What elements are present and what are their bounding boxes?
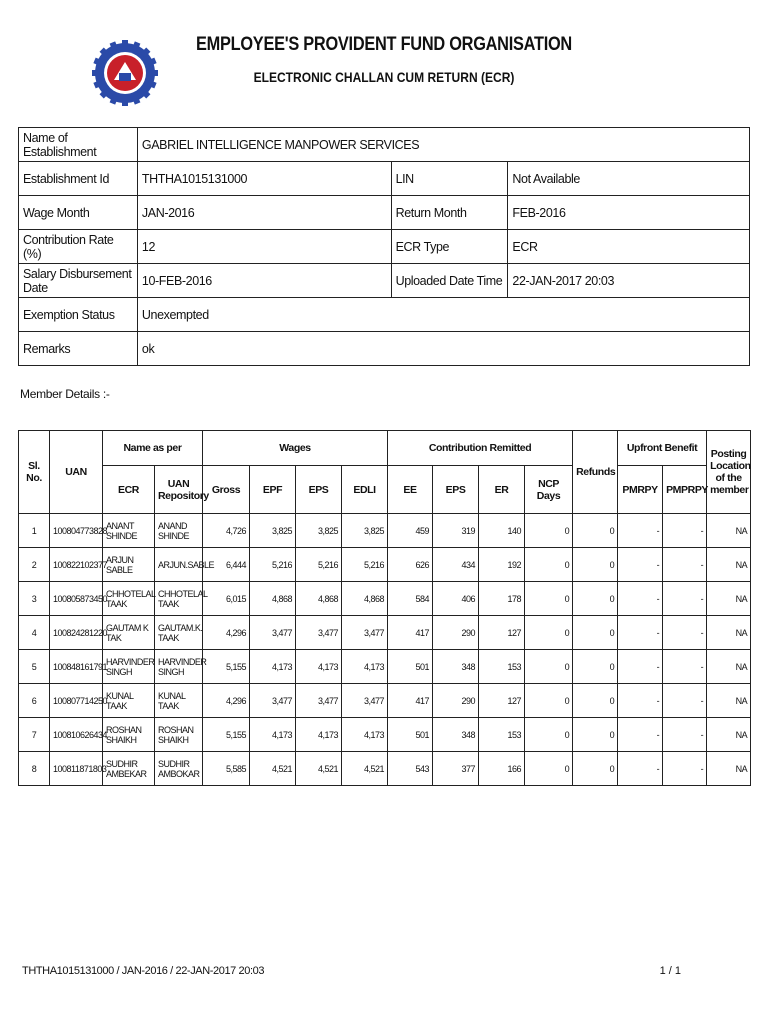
member-refunds: 0 [573,684,618,718]
member-epf: 3,825 [250,514,296,548]
member-name-repository: SUDHIR AMBOKAR [155,752,203,786]
member-eps: 4,173 [296,650,342,684]
table-row [19,582,751,616]
member-uan: 100804773828 [50,514,103,548]
member-name-ecr: HARVINDER SINGH [103,650,155,684]
member-name-repository: HARVINDER SINGH [155,650,203,684]
member-eps: 4,868 [296,582,342,616]
member-gross: 6,015 [203,582,250,616]
member-refunds: 0 [573,616,618,650]
col-ee: EE [388,466,433,514]
contribution-rate-row [19,230,750,264]
label-cell: Exemption Status [19,298,138,332]
member-er: 153 [479,650,525,684]
member-pmrpy: - [618,718,663,752]
label-cell: Name of Establishment [19,128,138,162]
member-eps-contribution: 290 [433,684,479,718]
member-posting: NA [707,582,751,616]
label-cell: ECR Type [391,230,508,264]
member-epf: 3,477 [250,616,296,650]
member-posting: NA [707,684,751,718]
member-er: 192 [479,548,525,582]
col-posting: Posting Location of the member [707,431,751,514]
member-pmrpy: - [618,514,663,548]
member-name-repository: KUNAL TAAK [155,684,203,718]
member-refunds: 0 [573,582,618,616]
member-gross: 4,726 [203,514,250,548]
member-refunds: 0 [573,650,618,684]
member-er: 178 [479,582,525,616]
member-table-body [19,514,751,786]
member-eps-contribution: 290 [433,616,479,650]
member-name-ecr: SUDHIR AMBEKAR [103,752,155,786]
ecr-type: ECR [508,230,750,264]
member-name-ecr: ROSHAN SHAIKH [103,718,155,752]
member-pmrpy: - [618,582,663,616]
member-gross: 4,296 [203,616,250,650]
member-pmprpy: - [663,650,707,684]
member-edli: 3,825 [342,514,388,548]
member-pmrpy: - [618,616,663,650]
member-gross: 4,296 [203,684,250,718]
member-header-row-2 [19,466,751,514]
uploaded-datetime: 22-JAN-2017 20:03 [508,264,750,298]
member-eps-contribution: 377 [433,752,479,786]
member-eps-contribution: 348 [433,650,479,684]
member-er: 140 [479,514,525,548]
member-eps: 3,477 [296,684,342,718]
member-sl-no: 7 [19,718,50,752]
member-uan: 100811871803 [50,752,103,786]
label-cell: LIN [391,162,508,196]
member-ncp-days: 0 [525,718,573,752]
page-subtitle: ELECTRONIC CHALLAN CUM RETURN (ECR) [253,69,515,85]
member-uan: 100805873450 [50,582,103,616]
remarks-row [19,332,750,366]
member-eps-contribution: 406 [433,582,479,616]
member-pmprpy: - [663,514,707,548]
salary-date-row [19,264,750,298]
member-er: 166 [479,752,525,786]
label-cell: Contribution Rate (%) [19,230,138,264]
member-uan: 100810626434 [50,718,103,752]
member-pmrpy: - [618,650,663,684]
col-pmrpy: PMRPY [618,466,663,514]
table-row [19,548,751,582]
col-sl-no: Sl. No. [19,431,50,514]
member-pmprpy: - [663,548,707,582]
member-posting: NA [707,548,751,582]
table-row [19,650,751,684]
member-eps: 4,173 [296,718,342,752]
member-sl-no: 5 [19,650,50,684]
col-eps: EPS [296,466,342,514]
member-pmprpy: - [663,718,707,752]
member-sl-no: 4 [19,616,50,650]
member-ee: 543 [388,752,433,786]
member-pmrpy: - [618,684,663,718]
member-eps-contribution: 348 [433,718,479,752]
member-uan: 100824281220 [50,616,103,650]
member-name-repository: ROSHAN SHAIKH [155,718,203,752]
label-cell: Wage Month [19,196,138,230]
lin-value: Not Available [508,162,750,196]
member-refunds: 0 [573,514,618,548]
member-gross: 5,155 [203,718,250,752]
member-eps-contribution: 434 [433,548,479,582]
member-ee: 626 [388,548,433,582]
member-ncp-days: 0 [525,514,573,548]
establishment-name-row [19,128,750,162]
col-ncp-days: NCP Days [525,466,573,514]
member-ee: 501 [388,650,433,684]
member-table [18,430,751,786]
member-er: 153 [479,718,525,752]
label-cell: Establishment Id [19,162,138,196]
establishment-name: GABRIEL INTELLIGENCE MANPOWER SERVICES [137,128,749,162]
member-gross: 6,444 [203,548,250,582]
member-refunds: 0 [573,718,618,752]
col-gross: Gross [203,466,250,514]
member-name-repository: ANAND SHINDE [155,514,203,548]
member-name-ecr: KUNAL TAAK [103,684,155,718]
member-name-ecr: GAUTAM K TAK [103,616,155,650]
table-row [19,718,751,752]
col-refunds: Refunds [573,431,618,514]
member-er: 127 [479,616,525,650]
member-posting: NA [707,752,751,786]
member-eps: 3,477 [296,616,342,650]
member-pmprpy: - [663,582,707,616]
member-name-repository: CHHOTELAL TAAK [155,582,203,616]
member-ee: 459 [388,514,433,548]
member-gross: 5,585 [203,752,250,786]
member-posting: NA [707,650,751,684]
member-gross: 5,155 [203,650,250,684]
member-refunds: 0 [573,548,618,582]
member-eps: 4,521 [296,752,342,786]
member-details-label: Member Details :- [20,387,110,401]
member-pmprpy: - [663,616,707,650]
member-name-repository: GAUTAM.K. TAAK [155,616,203,650]
member-uan: 100822102377 [50,548,103,582]
exemption-status: Unexempted [137,298,749,332]
wage-month: JAN-2016 [137,196,391,230]
establishment-id: THTHA1015131000 [137,162,391,196]
page-number: 1 / 1 [659,965,681,977]
member-ee: 417 [388,616,433,650]
col-eps-contribution: EPS [433,466,479,514]
member-epf: 4,173 [250,718,296,752]
wage-month-row [19,196,750,230]
exemption-row [19,298,750,332]
establishment-id-row [19,162,750,196]
member-uan: 100848161791 [50,650,103,684]
member-pmprpy: - [663,684,707,718]
member-sl-no: 8 [19,752,50,786]
table-row [19,616,751,650]
member-pmrpy: - [618,752,663,786]
member-ncp-days: 0 [525,752,573,786]
member-posting: NA [707,616,751,650]
member-refunds: 0 [573,752,618,786]
member-edli: 3,477 [342,616,388,650]
col-wages: Wages [203,431,388,466]
member-ncp-days: 0 [525,616,573,650]
member-name-ecr: ANANT SHINDE [103,514,155,548]
member-sl-no: 2 [19,548,50,582]
member-name-repository: ARJUN.SABLE [155,548,203,582]
member-epf: 4,868 [250,582,296,616]
label-cell: Remarks [19,332,138,366]
col-uan-repository: UAN Repository [155,466,203,514]
member-eps-contribution: 319 [433,514,479,548]
table-row [19,514,751,548]
member-ee: 501 [388,718,433,752]
member-name-ecr: CHHOTELAL TAAK [103,582,155,616]
member-ee: 584 [388,582,433,616]
member-epf: 5,216 [250,548,296,582]
col-pmprpy: PMPRPY [663,466,707,514]
member-ncp-days: 0 [525,650,573,684]
member-pmrpy: - [618,548,663,582]
member-eps: 3,825 [296,514,342,548]
col-uan: UAN [50,431,103,514]
member-edli: 4,173 [342,650,388,684]
member-edli: 4,173 [342,718,388,752]
label-cell: Uploaded Date Time [391,264,508,298]
member-epf: 4,521 [250,752,296,786]
col-upfront: Upfront Benefit [618,431,707,466]
member-ee: 417 [388,684,433,718]
label-cell: Return Month [391,196,508,230]
member-er: 127 [479,684,525,718]
member-epf: 3,477 [250,684,296,718]
page-title: EMPLOYEE'S PROVIDENT FUND ORGANISATION [195,34,572,55]
member-sl-no: 1 [19,514,50,548]
member-epf: 4,173 [250,650,296,684]
label-cell: Salary Disbursement Date [19,264,138,298]
col-er: ER [479,466,525,514]
col-ecr: ECR [103,466,155,514]
col-contribution: Contribution Remitted [388,431,573,466]
table-row [19,684,751,718]
establishment-table [18,127,750,366]
table-row [19,752,751,786]
member-header-row-1 [19,431,751,466]
col-edli: EDLI [342,466,388,514]
member-pmprpy: - [663,752,707,786]
member-posting: NA [707,718,751,752]
member-edli: 4,868 [342,582,388,616]
member-ncp-days: 0 [525,582,573,616]
col-epf: EPF [250,466,296,514]
member-uan: 100807714250 [50,684,103,718]
col-name-as-per: Name as per [103,431,203,466]
member-edli: 3,477 [342,684,388,718]
remarks: ok [137,332,749,366]
salary-date: 10-FEB-2016 [137,264,391,298]
member-ncp-days: 0 [525,684,573,718]
member-posting: NA [707,514,751,548]
member-eps: 5,216 [296,548,342,582]
member-sl-no: 3 [19,582,50,616]
footer-reference: THTHA1015131000 / JAN-2016 / 22-JAN-2017 20:03 [22,965,265,977]
member-edli: 5,216 [342,548,388,582]
contribution-rate: 12 [137,230,391,264]
return-month: FEB-2016 [508,196,750,230]
member-name-ecr: ARJUN SABLE [103,548,155,582]
member-sl-no: 6 [19,684,50,718]
member-ncp-days: 0 [525,548,573,582]
member-edli: 4,521 [342,752,388,786]
